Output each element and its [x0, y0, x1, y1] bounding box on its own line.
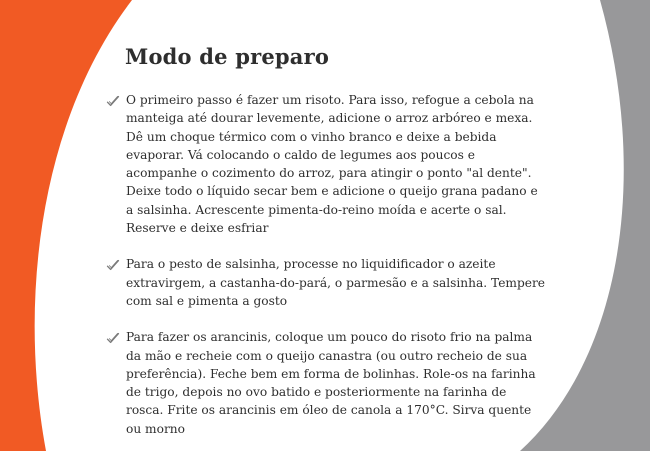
step-text: O primeiro passo é fazer um risoto. Para isso, refogue a cebola na manteiga até dourar levemente, adicione o arroz arbóreo e mexa. Dê um choque térmico com o vinho branco e deixe a bebida evaporar. Vá colocando o caldo de legumes aos poucos e acompanhe o cozimento do arroz, para atingir o ponto "al dente". Deixe todo o líquido secar bem e adicione o queijo grana padano e a salsinha. Acrescente pimenta-do-reino moída e acerte o sal. Reserve e deixe esfriar	[126, 93, 538, 236]
preparation-step	[106, 255, 546, 310]
preparation-step	[106, 91, 546, 237]
preparation-steps-list	[106, 91, 546, 438]
check-icon	[106, 258, 120, 272]
step-text: Para fazer os arancinis, coloque um pouco do risoto frio na palma da mão e recheie com o queijo canastra (ou outro recheio de sua preferência). Feche bem em forma de bolinhas. Role-os na farinha de trigo, depois no ovo batido e posteriormente na farinha de rosca. Frite os arancinis em óleo de canola a 170°C. Sirva quente ou morno	[126, 330, 536, 436]
page-title: Modo de preparo	[125, 44, 330, 69]
check-icon	[106, 331, 120, 345]
step-text: Para o pesto de salsinha, processe no liquidificador o azeite extravirgem, a castanha-do-pará, o parmesão e a salsinha. Tempere com sal e pimenta a gosto	[126, 257, 546, 308]
preparation-step	[106, 328, 546, 438]
check-icon	[106, 94, 120, 108]
